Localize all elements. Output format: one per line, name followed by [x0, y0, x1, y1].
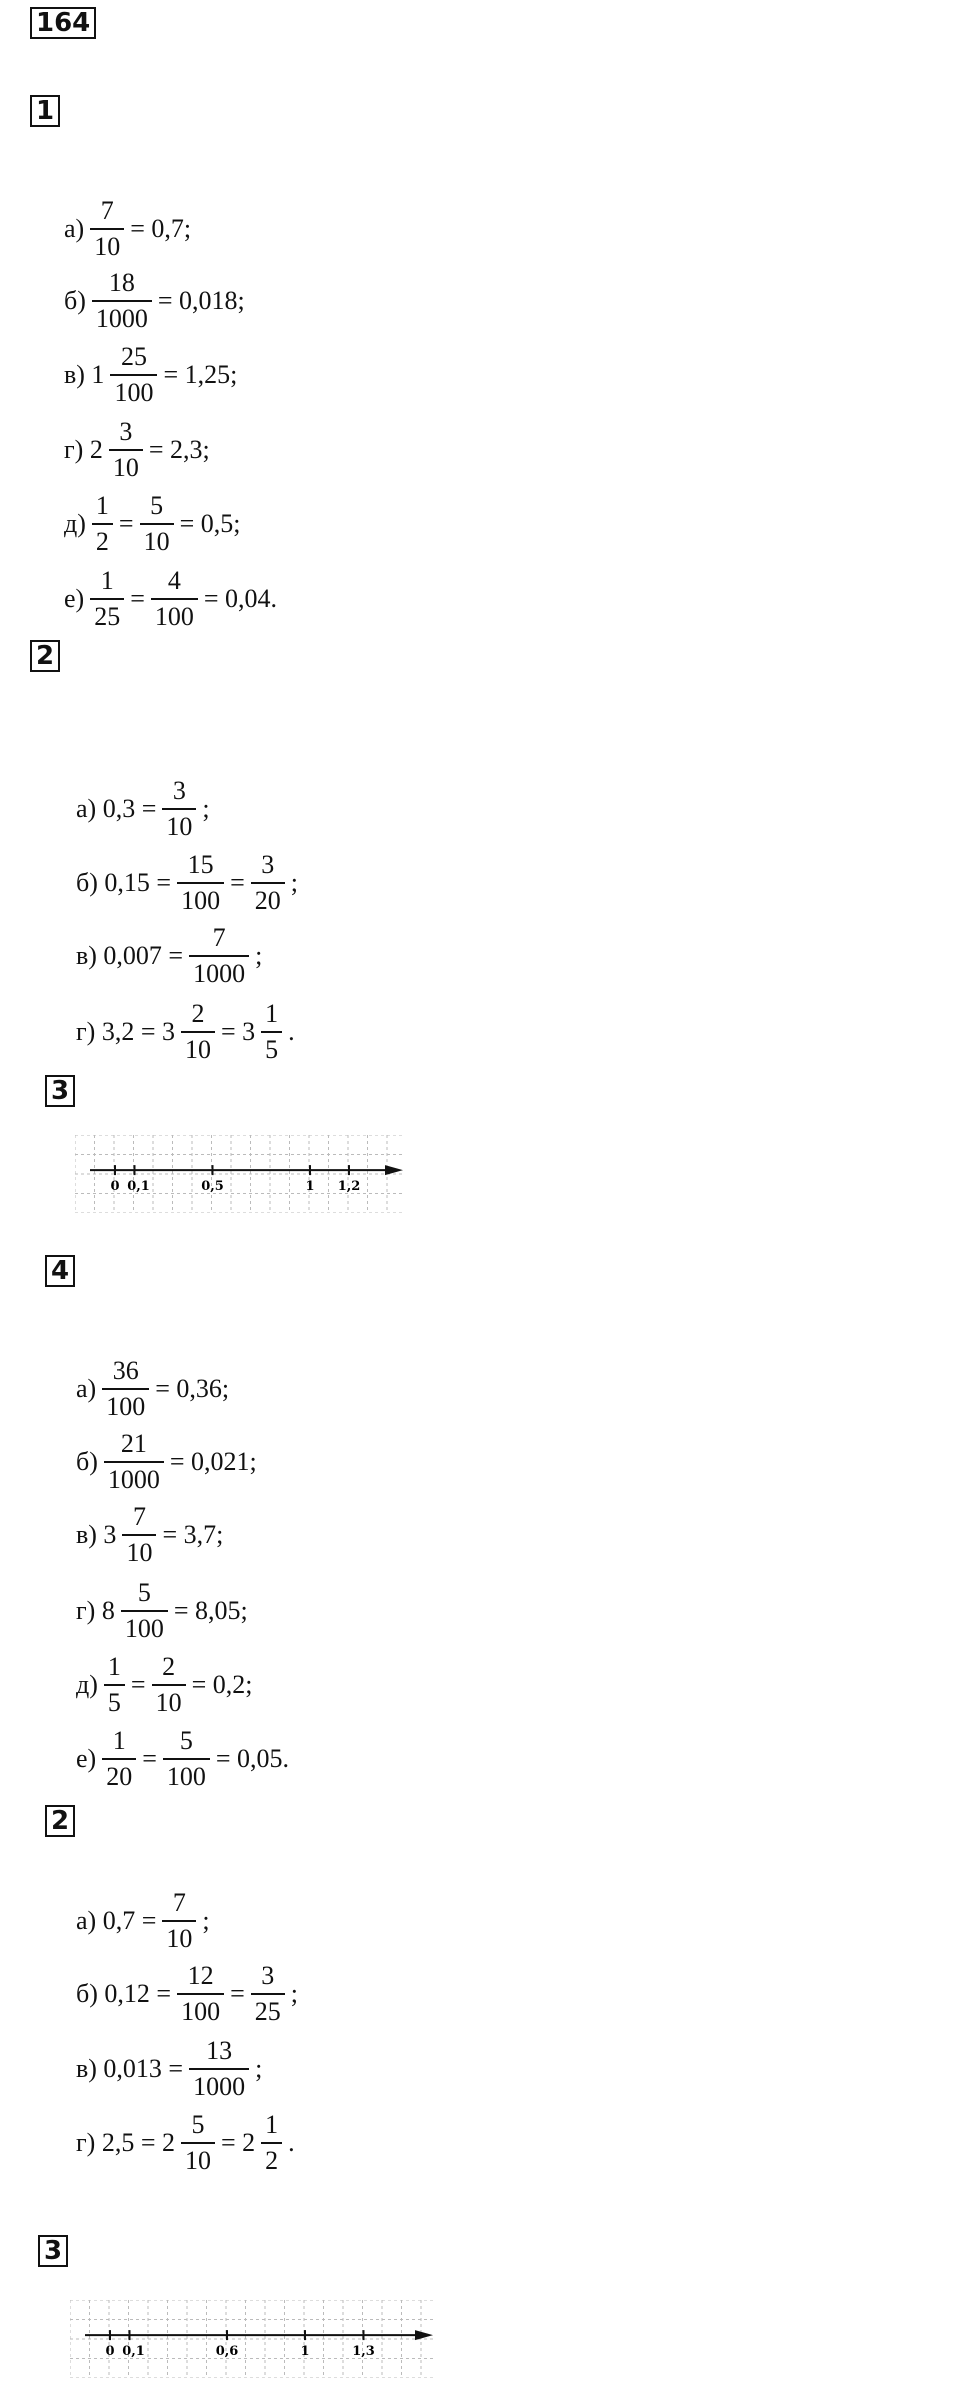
equation-text: ;: [255, 2054, 263, 2083]
fraction: [104, 1429, 164, 1495]
tick-label: 1,2: [337, 1179, 361, 1195]
fraction: [163, 1726, 210, 1792]
equation-row: [60, 491, 244, 557]
equation-text: а): [76, 1374, 97, 1403]
equation-text: б) 0,15 =: [76, 868, 172, 897]
denominator: 25: [251, 1993, 285, 2027]
equation-text: а) 0,7 =: [76, 1906, 157, 1935]
equation-text: ;: [255, 941, 263, 970]
fraction: [90, 566, 124, 632]
equation-text: ;: [202, 1906, 210, 1935]
numerator: 1: [100, 566, 114, 595]
tick-label: 0,1: [122, 2344, 145, 2360]
tick-label: 0: [110, 1179, 120, 1195]
fraction: [152, 1652, 186, 1718]
denominator: 100: [177, 882, 224, 916]
equation-text: г) 3,2 = 3: [76, 1017, 175, 1046]
equation-row: [72, 1652, 256, 1718]
equation-text: = 0,018;: [157, 286, 245, 315]
equation-row: [72, 776, 214, 842]
equation-text: =: [230, 1979, 245, 2008]
denominator: 20: [102, 1758, 136, 1792]
fraction: [121, 1578, 168, 1644]
fraction: [92, 268, 152, 334]
equation-text: = 0,04.: [203, 584, 278, 613]
tick-label: 0,5: [201, 1179, 224, 1195]
fraction: [90, 196, 124, 262]
tick-label: 1: [300, 2344, 310, 2360]
equation-text: = 0,021;: [169, 1447, 257, 1476]
fraction: [104, 1652, 125, 1718]
fraction: [102, 1356, 149, 1422]
equation-row: [60, 268, 249, 334]
numerator: 7: [100, 196, 114, 225]
equation-text: =: [130, 584, 145, 613]
denominator: 1000: [189, 955, 249, 989]
equation-text: в) 1: [64, 360, 105, 389]
fraction: [122, 1502, 156, 1568]
equation-text: б): [76, 1447, 98, 1476]
equation-text: =: [118, 509, 134, 538]
numerator: 15: [187, 850, 214, 879]
denominator: 5: [261, 1031, 282, 1065]
denominator: 100: [110, 374, 157, 408]
equation-text: = 3,7;: [162, 1520, 224, 1549]
equation-text: г) 2,5 = 2: [76, 2128, 175, 2157]
equation-row: [72, 1726, 293, 1792]
equation-row: [72, 1961, 302, 2027]
numerator: 18: [108, 268, 135, 297]
equation-text: =: [230, 868, 245, 897]
denominator: 1000: [92, 300, 152, 334]
fraction: [261, 999, 282, 1065]
equation-text: г) 2: [64, 435, 103, 464]
numerator: 12: [187, 1961, 214, 1990]
equation-text: ;: [290, 1979, 298, 2008]
equation-text: г) 8: [76, 1596, 115, 1625]
equation-text: а): [64, 214, 85, 243]
equation-text: =: [142, 1744, 157, 1773]
numerator: 1: [265, 999, 279, 1028]
numerator: 7: [172, 1888, 186, 1917]
equation-text: = 0,7;: [130, 214, 192, 243]
equation-text: в) 3: [76, 1520, 117, 1549]
numerator: 1: [265, 2110, 279, 2139]
section-marker: 2: [30, 640, 60, 672]
denominator: 25: [90, 598, 124, 632]
section-marker: 2: [45, 1805, 75, 1837]
numerator: 21: [120, 1429, 147, 1458]
equation-text: .: [288, 1017, 295, 1046]
fraction: [162, 776, 196, 842]
numerator: 5: [179, 1726, 193, 1755]
denominator: 100: [177, 1993, 224, 2027]
number-line-grid: [75, 1135, 405, 1213]
denominator: 10: [162, 808, 196, 842]
tick-label: 0: [105, 2344, 115, 2360]
equation-row: [72, 923, 266, 989]
numerator: 4: [167, 566, 181, 595]
equation-row: [72, 1578, 252, 1644]
equation-row: [60, 566, 281, 632]
numerator: 3: [261, 1961, 275, 1990]
denominator: 10: [109, 449, 143, 483]
numerator: 1: [112, 1726, 126, 1755]
fraction: [189, 923, 249, 989]
tick-label: 1,3: [352, 2344, 375, 2360]
denominator: 100: [121, 1610, 168, 1644]
denominator: 10: [162, 1920, 196, 1954]
section-marker: 4: [45, 1255, 75, 1287]
equation-text: а) 0,3 =: [76, 794, 157, 823]
denominator: 10: [152, 1684, 186, 1718]
numerator: 3: [119, 417, 133, 446]
denominator: 10: [181, 1031, 215, 1065]
tick-label: 0,6: [215, 2344, 239, 2360]
equation-text: = 3: [221, 1017, 256, 1046]
equation-text: д): [64, 509, 86, 538]
section-marker: 1: [30, 95, 60, 127]
equation-row: [60, 417, 214, 483]
numerator: 5: [191, 2110, 205, 2139]
numerator: 3: [172, 776, 186, 805]
numerator: 25: [120, 342, 147, 371]
equation-text: = 0,36;: [155, 1374, 230, 1403]
equation-text: = 8,05;: [173, 1596, 248, 1625]
equation-text: .: [288, 2128, 295, 2157]
numerator: 36: [112, 1356, 139, 1385]
fraction: [181, 999, 215, 1065]
numerator: 5: [137, 1578, 151, 1607]
equation-text: = 0,05.: [215, 1744, 290, 1773]
numerator: 7: [212, 923, 226, 952]
denominator: 10: [181, 2142, 215, 2176]
equation-text: =: [130, 1670, 146, 1699]
denominator: 100: [151, 598, 198, 632]
equation-row: [72, 2110, 299, 2176]
equation-text: = 0,2;: [191, 1670, 253, 1699]
denominator: 10: [90, 228, 124, 262]
fraction: [92, 491, 113, 557]
equation-text: в) 0,013 =: [76, 2054, 184, 2083]
task-number-box: 164: [30, 7, 96, 39]
numerator: 2: [191, 999, 205, 1028]
fraction: [140, 491, 174, 557]
denominator: 100: [102, 1388, 149, 1422]
section-marker: 3: [45, 1075, 75, 1107]
equation-row: [72, 1502, 227, 1568]
fraction: [251, 1961, 285, 2027]
fraction: [177, 1961, 224, 2027]
fraction: [181, 2110, 215, 2176]
denominator: 2: [261, 2142, 282, 2176]
fraction: [177, 850, 224, 916]
equation-row: [72, 999, 299, 1065]
denominator: 100: [163, 1758, 210, 1792]
number-line-grid: [70, 2300, 435, 2378]
equation-text: б) 0,12 =: [76, 1979, 172, 2008]
denominator: 1000: [189, 2068, 249, 2102]
equation-text: ;: [202, 794, 210, 823]
numerator: 3: [261, 850, 275, 879]
numerator: 5: [150, 491, 164, 520]
tick-label: 0,1: [127, 1179, 150, 1195]
fraction: [110, 342, 157, 408]
fraction: [251, 850, 285, 916]
equation-text: = 0,5;: [179, 509, 241, 538]
fraction: [162, 1888, 196, 1954]
equation-row: [72, 1888, 214, 1954]
equation-row: [72, 850, 302, 916]
numerator: 1: [107, 1652, 121, 1681]
fraction: [109, 417, 143, 483]
numerator: 1: [95, 491, 109, 520]
fraction: [189, 2036, 249, 2102]
denominator: 2: [92, 523, 113, 557]
denominator: 10: [122, 1534, 156, 1568]
section-marker: 3: [38, 2235, 68, 2267]
equation-row: [60, 196, 195, 262]
numerator: 13: [206, 2036, 233, 2065]
denominator: 10: [140, 523, 174, 557]
fraction: [102, 1726, 136, 1792]
denominator: 1000: [104, 1461, 164, 1495]
equation-row: [72, 1429, 261, 1495]
equation-row: [72, 1356, 233, 1422]
equation-text: е): [64, 584, 85, 613]
equation-text: = 1,25;: [163, 360, 238, 389]
numerator: 7: [132, 1502, 146, 1531]
tick-label: 1: [305, 1179, 315, 1195]
denominator: 20: [251, 882, 285, 916]
equation-text: ;: [290, 868, 298, 897]
equation-text: = 2: [221, 2128, 256, 2157]
equation-row: [60, 342, 241, 408]
fraction: [151, 566, 198, 632]
equation-row: [72, 2036, 266, 2102]
equation-text: е): [76, 1744, 97, 1773]
equation-text: = 2,3;: [148, 435, 210, 464]
denominator: 5: [104, 1684, 125, 1718]
equation-text: б): [64, 286, 86, 315]
equation-text: в) 0,007 =: [76, 941, 184, 970]
equation-text: д): [76, 1670, 98, 1699]
fraction: [261, 2110, 282, 2176]
numerator: 2: [162, 1652, 176, 1681]
